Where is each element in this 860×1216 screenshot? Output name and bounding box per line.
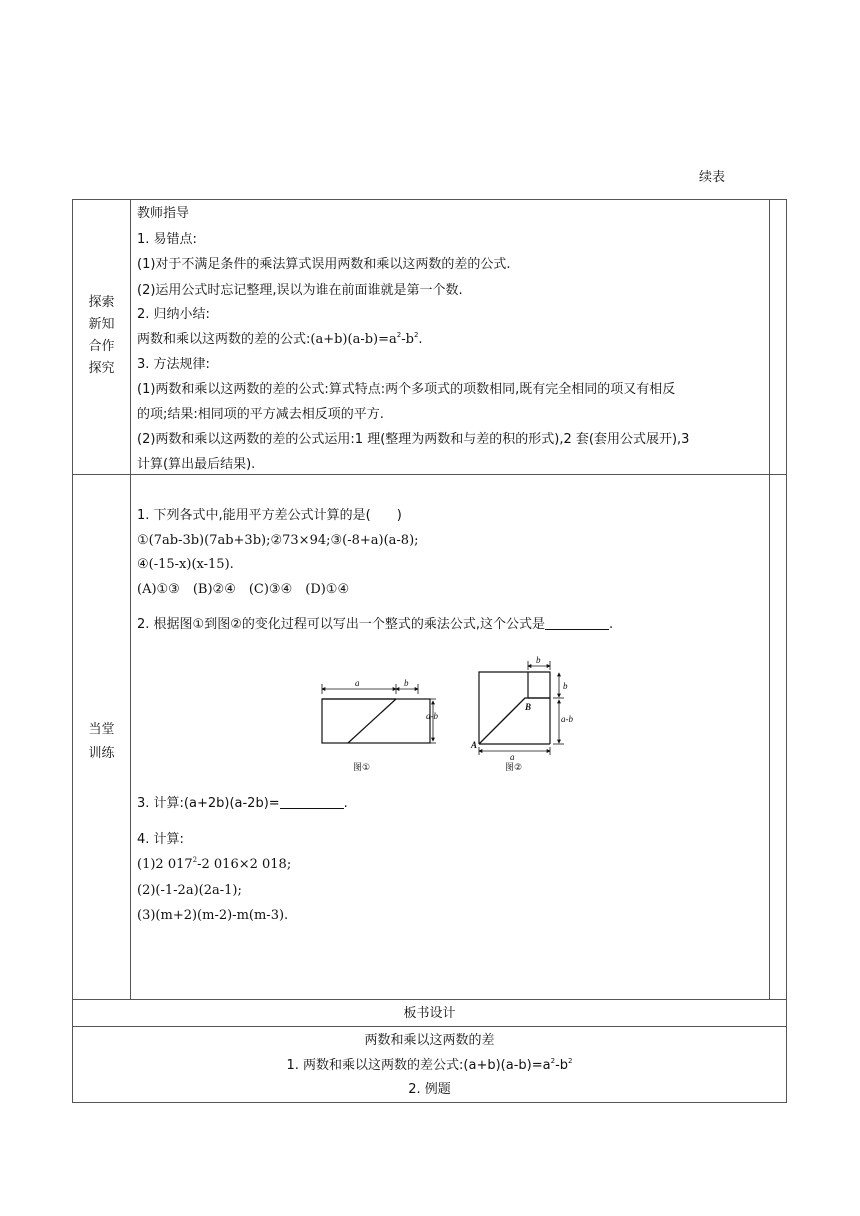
expr-part: -2 016×2 018;	[197, 857, 292, 872]
method-1-line1: (1)两数和乘以这两数的差的公式:算式特点:两个多项式的项数相同,既有完全相同的项又有相反	[137, 382, 676, 397]
board-design-title: 板书设计	[403, 1006, 456, 1021]
fig1-rectangle	[322, 699, 430, 743]
exponent: 2	[192, 856, 198, 864]
question-1: 1. 下列各式中,能用平方差公式计算的是( )	[137, 508, 402, 523]
method-1-line2: 的项;结果:相同项的平方减去相反项的平方.	[137, 407, 384, 422]
period: .	[418, 332, 423, 347]
fig2-label-b-side: b	[563, 681, 568, 691]
section-label-explore	[73, 292, 130, 380]
board-formula-part: -b	[555, 1058, 569, 1073]
question-3-text: 3. 计算:(a+2b)(a-2b)=	[137, 796, 280, 811]
figure-diagrams	[310, 652, 590, 777]
heading-errors: 1. 易错点:	[137, 232, 197, 247]
label-line: 当堂	[88, 722, 115, 737]
board-line-2	[73, 1058, 786, 1074]
expr-part: (1)2 017	[137, 857, 193, 872]
exponent: 2	[550, 1057, 556, 1065]
error-point-1: (1)对于不满足条件的乘法算式误用两数和乘以这两数的差的公式.	[137, 257, 511, 272]
question-1-options: (A)①③ (B)②④ (C)③④ (D)①④	[137, 582, 350, 597]
figure-1	[322, 684, 436, 743]
fig2-label-A: A	[471, 740, 478, 750]
fig2-caption: 图②	[505, 763, 523, 773]
formula-part: (a+b)(a-b)=a	[310, 332, 397, 347]
question-4-part-3: (3)(m+2)(m-2)-m(m-3).	[137, 908, 289, 923]
error-point-2: (2)运用公式时忘记整理,误以为谁在前面谁就是第一个数.	[137, 283, 463, 298]
question-1-item-4: ④(-15-x)(x-15).	[137, 557, 234, 572]
exponent: 2	[396, 331, 402, 339]
exponent: 2	[413, 331, 419, 339]
period: .	[343, 796, 348, 811]
board-line-1: 两数和乘以这两数的差	[364, 1033, 495, 1048]
question-4: 4. 计算:	[137, 832, 184, 847]
fig1-label-b: b	[404, 678, 409, 688]
teacher-guide-title: 教师指导	[137, 206, 190, 221]
board-formula-part: 1. 两数和乘以这两数的差公式:(a+b)(a-b)=a	[286, 1058, 551, 1073]
fig1-caption: 图①	[353, 763, 371, 773]
summary-formula	[137, 332, 423, 348]
label-line: 训练	[88, 746, 115, 761]
method-2-line2: 计算(算出最后结果).	[137, 457, 256, 472]
answer-blank	[280, 796, 344, 809]
exponent: 2	[568, 1057, 573, 1065]
label-line: 探究	[88, 361, 115, 376]
period: .	[608, 617, 614, 632]
question-2	[137, 617, 613, 633]
section-label-practice	[73, 718, 130, 766]
label-line: 新知	[88, 317, 115, 332]
fig2-label-B: B	[525, 702, 532, 712]
question-1-items: ①(7ab-3b)(7ab+3b);②73×94;③(-8+a)(a-8);	[137, 533, 419, 548]
heading-summary: 2. 归纳小结:	[137, 307, 210, 322]
figure-2	[479, 661, 564, 755]
label-line: 探索	[88, 295, 115, 310]
board-line-3: 2. 例题	[408, 1082, 451, 1097]
fig1-diagonal	[348, 699, 396, 743]
question-2-text: 2. 根据图①到图②的变化过程可以写出一个整式的乘法公式,这个公式是	[137, 617, 545, 632]
fig2-label-a: a	[510, 752, 515, 762]
continued-label: 续表	[699, 170, 726, 185]
summary-text: 两数和乘以这两数的差的公式:	[137, 332, 311, 347]
fig1-label-a-minus-b: a-b	[426, 711, 438, 721]
fig1-label-a: a	[355, 678, 360, 688]
fig2-label-b-top: b	[536, 655, 541, 665]
label-line: 合作	[88, 339, 115, 354]
question-3	[137, 796, 348, 812]
formula-part: -b	[401, 332, 414, 347]
question-4-part-1	[137, 857, 291, 873]
method-2-line1: (2)两数和乘以这两数的差的公式运用:1 理(整理为两数和与差的积的形式),2 套(套用公式展开),3	[137, 432, 690, 447]
fig2-label-a-minus-b: a-b	[561, 714, 573, 724]
fig2-dashed-square	[528, 672, 550, 698]
answer-blank	[545, 617, 609, 630]
heading-method: 3. 方法规律:	[137, 357, 210, 372]
question-4-part-2: (2)(-1-2a)(2a-1);	[137, 883, 242, 898]
